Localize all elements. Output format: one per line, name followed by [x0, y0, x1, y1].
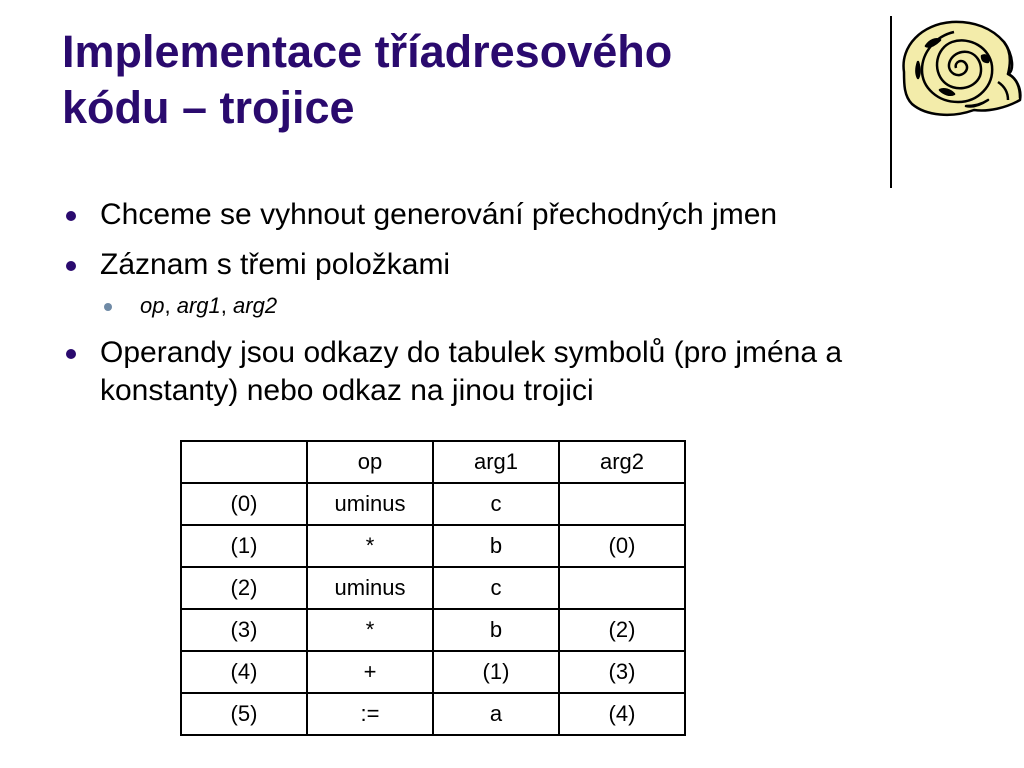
table-cell: c — [433, 483, 559, 525]
spiral-scroll-icon — [896, 12, 1024, 120]
sub-bullet-item — [62, 292, 962, 320]
vertical-divider — [890, 16, 892, 188]
bullet-item — [62, 196, 962, 234]
table-cell: + — [307, 651, 433, 693]
header-cell-op: op — [307, 441, 433, 483]
table-cell: (1) — [181, 525, 307, 567]
bullet-dot-icon — [66, 261, 76, 271]
sub-item-arg2: arg2 — [233, 293, 278, 318]
table-cell: := — [307, 693, 433, 735]
table-cell: c — [433, 567, 559, 609]
title-line-1: Implementace tříadresového — [62, 26, 673, 77]
sub-bullet-dot-icon — [104, 303, 112, 311]
table-row — [181, 525, 685, 567]
title-line-2: kódu – trojice — [62, 82, 355, 133]
table-cell: a — [433, 693, 559, 735]
sub-separator: , — [220, 293, 227, 318]
table-row — [181, 609, 685, 651]
table-cell: (3) — [181, 609, 307, 651]
bullet-dot-icon — [66, 211, 76, 221]
slide-title — [62, 24, 852, 136]
table-row — [181, 651, 685, 693]
table-cell: (1) — [433, 651, 559, 693]
sub-item-arg1: arg1 — [176, 293, 221, 318]
table-header-row — [181, 441, 685, 483]
table-cell: (2) — [559, 609, 685, 651]
table-cell: b — [433, 609, 559, 651]
table-cell: (0) — [559, 525, 685, 567]
table-cell: b — [433, 525, 559, 567]
bullet-text: Operandy jsou odkazy do tabulek symbolů (pro jména a konstanty) nebo odkaz na jinou trojici — [100, 336, 843, 407]
header-cell-arg1: arg1 — [433, 441, 559, 483]
header-cell-index — [181, 441, 307, 483]
table-cell — [559, 483, 685, 525]
table-cell: (3) — [559, 651, 685, 693]
table-cell — [559, 567, 685, 609]
table-cell: (5) — [181, 693, 307, 735]
sub-item-op: op — [140, 293, 165, 318]
header-cell-arg2: arg2 — [559, 441, 685, 483]
table-cell: (2) — [181, 567, 307, 609]
bullet-list — [62, 196, 962, 422]
table-cell: uminus — [307, 483, 433, 525]
table-cell: (4) — [181, 651, 307, 693]
bullet-item — [62, 334, 962, 410]
triples-table — [180, 440, 686, 736]
table-row — [181, 483, 685, 525]
bullet-text: Záznam s třemi položkami — [100, 248, 451, 281]
table-cell: (4) — [559, 693, 685, 735]
bullet-item — [62, 246, 962, 284]
table-cell: uminus — [307, 567, 433, 609]
table-row — [181, 693, 685, 735]
bullet-text: Chceme se vyhnout generování přechodných jmen — [100, 198, 778, 231]
table-cell: * — [307, 525, 433, 567]
table-cell: (0) — [181, 483, 307, 525]
table-row — [181, 567, 685, 609]
bullet-dot-icon — [66, 349, 76, 359]
sub-separator: , — [164, 293, 171, 318]
table-cell: * — [307, 609, 433, 651]
